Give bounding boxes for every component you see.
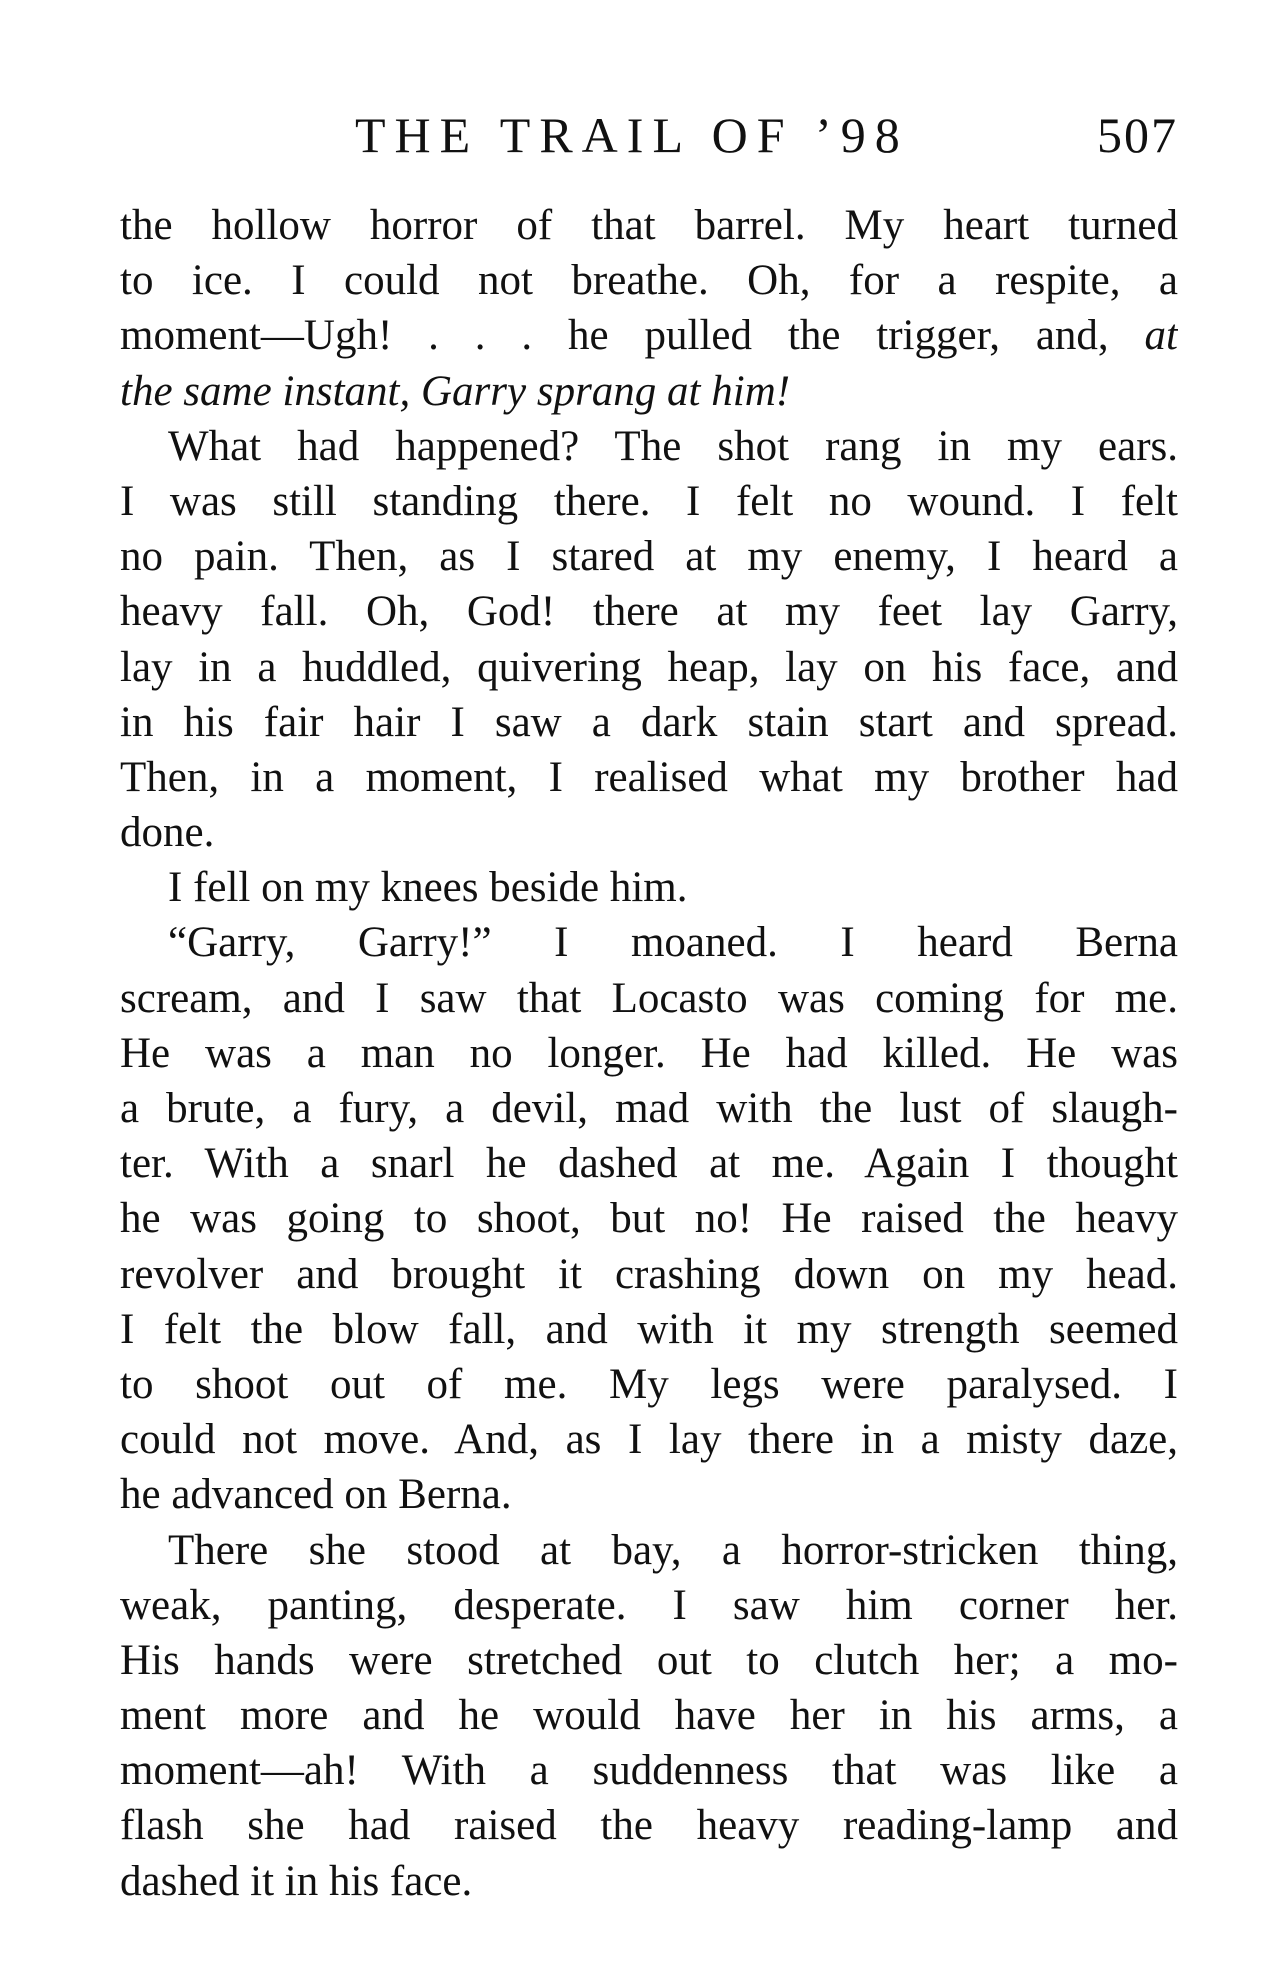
text-line: lay in a huddled, quivering heap, lay on his face, and — [120, 643, 1178, 691]
text-line: heavy fall. Oh, God! there at my feet lay Garry, — [120, 588, 1178, 636]
text-run: moment—Ugh! . . . he pulled the trigger, and, — [120, 312, 1145, 360]
text-line: moment—ah! With a suddenness that was like a — [120, 1747, 1178, 1795]
text-line: could not move. And, as I lay there in a misty daze, — [120, 1416, 1178, 1464]
body-text — [120, 198, 1178, 1909]
text-line — [120, 364, 1178, 419]
text-line: ter. With a snarl he dashed at me. Again I thought — [120, 1140, 1178, 1188]
text-line: revolver and brought it crashing down on my head. — [120, 1250, 1178, 1298]
text-line: I fell on my knees beside him. — [168, 864, 688, 912]
text-line: done. — [120, 809, 215, 857]
text-line: He was a man no longer. He had killed. He was — [120, 1029, 1178, 1077]
text-line: dashed it in his face. — [120, 1857, 473, 1905]
text-line: flash she had raised the heavy reading-lamp and — [120, 1802, 1178, 1850]
italic-text-run: at — [1144, 312, 1178, 360]
text-line: a brute, a fury, a devil, mad with the lust of slaugh- — [120, 1085, 1178, 1132]
text-line: I felt the blow fall, and with it my strength seemed — [120, 1305, 1178, 1353]
text-line: His hands were stretched out to clutch her; a mo- — [120, 1636, 1178, 1684]
text-line: “Garry, Garry!” I moaned. I heard Berna — [168, 919, 1178, 967]
text-line: scream, and I saw that Locasto was coming for me. — [120, 974, 1178, 1022]
text-line: There she stood at bay, a horror-stricken thing, — [168, 1526, 1178, 1574]
page-number: 507 — [1097, 107, 1178, 163]
text-line: ment more and he would have her in his arms, a — [120, 1692, 1178, 1740]
text-line: Then, in a moment, I realised what my brother had — [120, 753, 1178, 801]
text-line: to shoot out of me. My legs were paralysed. I — [120, 1360, 1178, 1408]
text-line: I was still standing there. I felt no wound. I felt — [120, 477, 1178, 525]
running-title: THE TRAIL OF ’98 — [355, 107, 909, 163]
italic-text-run: the same instant, Garry sprang at him! — [120, 367, 791, 415]
text-line: in his fair hair I saw a dark stain start and spread. — [120, 698, 1178, 746]
text-line — [120, 308, 1178, 363]
text-line: the hollow horror of that barrel. My heart turned — [120, 202, 1178, 249]
text-line: he was going to shoot, but no! He raised the heavy — [120, 1195, 1178, 1243]
text-line: no pain. Then, as I stared at my enemy, I heard a — [120, 533, 1178, 581]
text-line: weak, panting, desperate. I saw him corner her. — [120, 1581, 1178, 1629]
text-line: What had happened? The shot rang in my ears. — [168, 422, 1178, 470]
page-header — [120, 100, 1178, 170]
text-line: he advanced on Berna. — [120, 1471, 512, 1519]
text-line: to ice. I could not breathe. Oh, for a respite, a — [120, 257, 1178, 305]
